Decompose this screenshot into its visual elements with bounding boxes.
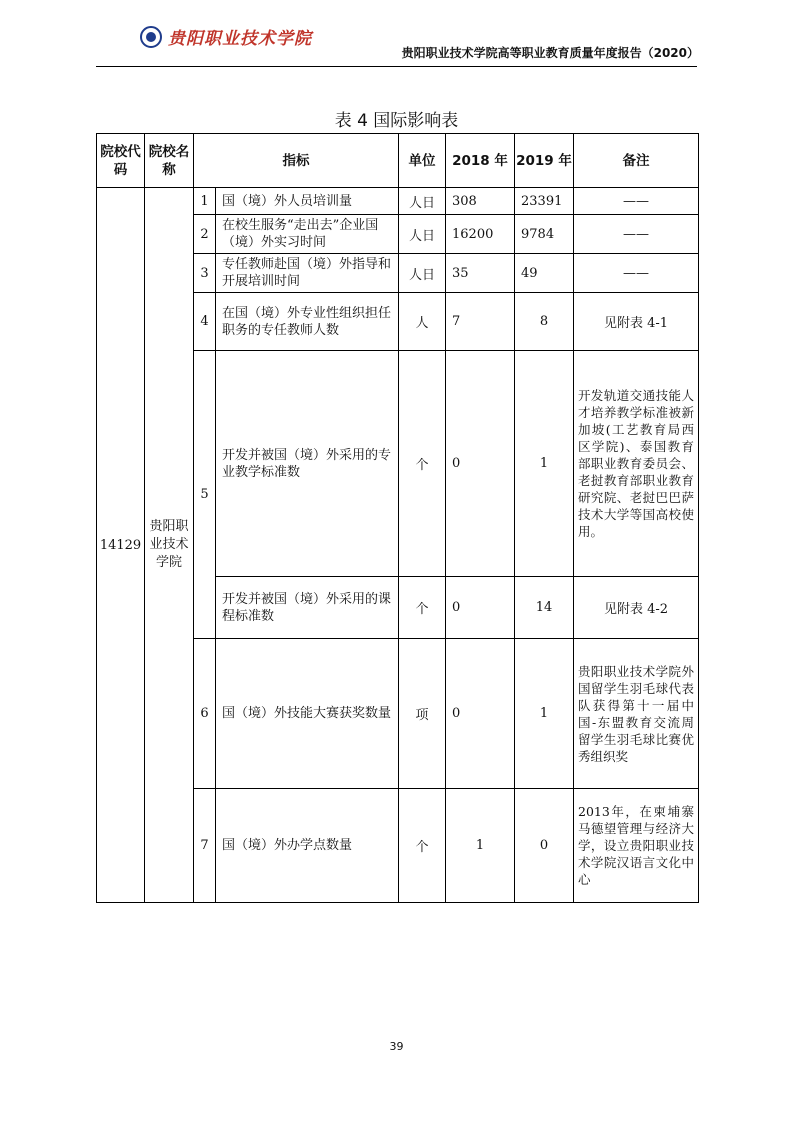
table-row bbox=[97, 188, 699, 215]
header-divider bbox=[96, 66, 697, 67]
row-2018: 0 bbox=[446, 351, 515, 577]
row-2019: 9784 bbox=[515, 215, 574, 254]
logo-text: 贵阳职业技术学院 bbox=[168, 29, 312, 49]
row-note: —— bbox=[574, 188, 699, 215]
row-unit: 人日 bbox=[399, 215, 446, 254]
row-2018: 7 bbox=[446, 293, 515, 351]
row-note: 见附表 4-2 bbox=[574, 577, 699, 639]
row-2018: 0 bbox=[446, 639, 515, 789]
header-note: 备注 bbox=[574, 134, 699, 188]
row-no: 4 bbox=[194, 293, 216, 351]
row-2018: 0 bbox=[446, 577, 515, 639]
row-indicator: 开发并被国（境）外采用的专业教学标准数 bbox=[216, 351, 399, 577]
header-indicator: 指标 bbox=[194, 134, 399, 188]
header-name: 院校名称 bbox=[145, 134, 194, 188]
row-indicator: 在校生服务“走出去”企业国（境）外实习时间 bbox=[216, 215, 399, 254]
school-name: 贵阳职业技术学院 bbox=[145, 188, 194, 903]
header-2018: 2018 年 bbox=[446, 134, 515, 188]
row-unit: 人日 bbox=[399, 254, 446, 293]
row-note: —— bbox=[574, 254, 699, 293]
row-note: 贵阳职业技术学院外国留学生羽毛球代表队获得第十一届中国-东盟教育交流周留学生羽毛球比赛优秀组织奖 bbox=[574, 639, 699, 789]
row-indicator: 在国（境）外专业性组织担任职务的专任教师人数 bbox=[216, 293, 399, 351]
row-indicator: 国（境）外人员培训量 bbox=[216, 188, 399, 215]
header-code: 院校代码 bbox=[97, 134, 145, 188]
row-note: 开发轨道交通技能人才培养教学标准被新加坡(工艺教育局西区学院)、泰国教育部职业教育委员会、老挝教育部职业教育研究院、老挝巴巴萨技术大学等国高校使用。 bbox=[574, 351, 699, 577]
row-2019: 0 bbox=[515, 789, 574, 903]
page-number: 39 bbox=[389, 1040, 404, 1053]
row-note: —— bbox=[574, 215, 699, 254]
header-logo bbox=[140, 24, 312, 49]
row-2019: 49 bbox=[515, 254, 574, 293]
row-2018: 16200 bbox=[446, 215, 515, 254]
row-no: 1 bbox=[194, 188, 216, 215]
table-caption: 表 4 国际影响表 bbox=[334, 111, 459, 131]
row-indicator: 开发并被国（境）外采用的课程标准数 bbox=[216, 577, 399, 639]
row-indicator: 国（境）外技能大赛获奖数量 bbox=[216, 639, 399, 789]
row-2018: 1 bbox=[446, 789, 515, 903]
row-unit: 人日 bbox=[399, 188, 446, 215]
row-unit: 人 bbox=[399, 293, 446, 351]
international-impact-table bbox=[96, 133, 699, 903]
row-note: 2013年，在柬埔寨马德望管理与经济大学，设立贵阳职业技术学院汉语言文化中心 bbox=[574, 789, 699, 903]
row-2018: 308 bbox=[446, 188, 515, 215]
row-unit: 个 bbox=[399, 577, 446, 639]
row-2019: 1 bbox=[515, 351, 574, 577]
header-row bbox=[97, 134, 699, 188]
school-seal-icon bbox=[140, 26, 162, 48]
row-2018: 35 bbox=[446, 254, 515, 293]
row-2019: 8 bbox=[515, 293, 574, 351]
row-no: 2 bbox=[194, 215, 216, 254]
row-2019: 23391 bbox=[515, 188, 574, 215]
row-indicator: 专任教师赴国（境）外指导和开展培训时间 bbox=[216, 254, 399, 293]
report-title: 贵阳职业技术学院高等职业教育质量年度报告（2020） bbox=[401, 46, 699, 60]
row-no: 6 bbox=[194, 639, 216, 789]
row-no: 5 bbox=[194, 351, 216, 639]
row-no: 7 bbox=[194, 789, 216, 903]
row-note: 见附表 4-1 bbox=[574, 293, 699, 351]
header-unit: 单位 bbox=[399, 134, 446, 188]
school-code: 14129 bbox=[97, 188, 145, 903]
row-no: 3 bbox=[194, 254, 216, 293]
row-unit: 项 bbox=[399, 639, 446, 789]
row-2019: 14 bbox=[515, 577, 574, 639]
header-2019: 2019 年 bbox=[515, 134, 574, 188]
row-unit: 个 bbox=[399, 789, 446, 903]
row-indicator: 国（境）外办学点数量 bbox=[216, 789, 399, 903]
row-2019: 1 bbox=[515, 639, 574, 789]
row-unit: 个 bbox=[399, 351, 446, 577]
